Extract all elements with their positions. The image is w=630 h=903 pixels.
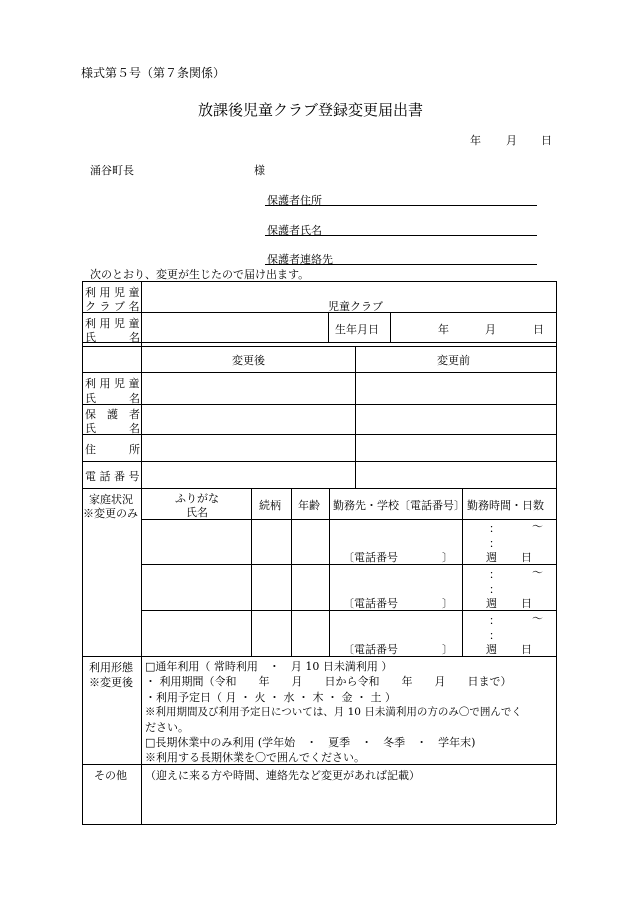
- dob-day: 日: [533, 323, 544, 336]
- family-row-2-relation-field[interactable]: [253, 566, 289, 608]
- change-guardian-before-field[interactable]: [357, 406, 554, 432]
- club-name-suffix: 児童クラブ: [328, 300, 383, 313]
- change-phone-label: 電 話 番 号: [85, 470, 140, 483]
- family-row-2-week: 週: [486, 597, 497, 610]
- other-field[interactable]: [143, 782, 554, 822]
- family-header-age: 年齢: [298, 499, 320, 512]
- family-row-3-age-field[interactable]: [293, 612, 327, 654]
- guardian-name-line[interactable]: [265, 235, 537, 236]
- family-row-2-name-field[interactable]: [143, 566, 249, 608]
- family-row-2-age-field[interactable]: [293, 566, 327, 608]
- date-year: 年: [470, 134, 481, 147]
- family-row-3-name-field[interactable]: [143, 612, 249, 654]
- family-row-3-week: 週: [486, 643, 497, 656]
- family-header-hours: 勤務時間・日数: [467, 499, 544, 512]
- change-address-before-field[interactable]: [357, 436, 554, 459]
- child-label-2: 氏 名: [85, 331, 140, 344]
- club-label-2: ク ラ ブ 名: [85, 300, 140, 313]
- family-row-1-tilde: ～: [532, 520, 543, 533]
- family-row-2-day: 日: [521, 597, 532, 610]
- family-row-2-phone: 〔電話番号 〕: [343, 597, 453, 610]
- change-phone-after-field[interactable]: [143, 463, 353, 486]
- family-row-1-relation-field[interactable]: [253, 521, 289, 562]
- change-guardian-after-field[interactable]: [143, 406, 353, 432]
- family-row-1-colon-1: ：: [489, 522, 500, 535]
- family-row-2-colon-1: ：: [489, 568, 500, 581]
- family-row-3-colon-2: ：: [489, 629, 500, 642]
- change-child-label-2: 氏 名: [85, 392, 140, 405]
- family-row-1-week: 週: [486, 551, 497, 564]
- change-address-after-field[interactable]: [143, 436, 353, 459]
- addressee-honorific: 様: [254, 164, 265, 177]
- form-number: 様式第５号（第７条関係）: [81, 66, 226, 80]
- header-after: 変更後: [232, 354, 265, 367]
- change-guardian-label-1: 保 護 者: [85, 408, 140, 421]
- usage-line-6[interactable]: □長期休業中のみ利用 (学年始 ・ 夏季 ・ 冬季 ・ 学年末): [145, 736, 476, 749]
- family-row-3-relation-field[interactable]: [253, 612, 289, 654]
- guardian-name-label: 保護者氏名: [267, 224, 322, 237]
- dob-year: 年: [438, 323, 449, 336]
- usage-line-7: ※利用する長期休業を〇で囲んでください。: [145, 751, 365, 764]
- dob-month: 月: [485, 323, 496, 336]
- date-day: 日: [541, 134, 552, 147]
- family-row-3-colon-1: ：: [489, 614, 500, 627]
- dob-label: 生年月日: [335, 323, 379, 336]
- family-row-1-phone: 〔電話番号 〕: [343, 551, 453, 564]
- guardian-address-label: 保護者住所: [267, 194, 322, 207]
- other-label: その他: [94, 769, 127, 782]
- family-row-1-day: 日: [521, 551, 532, 564]
- club-label-1: 利 用 児 童: [85, 286, 140, 299]
- header-before: 変更前: [437, 354, 470, 367]
- addressee-name: 涌谷町長: [90, 164, 134, 177]
- family-row-1-age-field[interactable]: [293, 521, 327, 562]
- child-label-1: 利 用 児 童: [85, 317, 140, 330]
- other-note: （迎えに来る方や時間、連絡先など変更があれば記載）: [145, 769, 420, 782]
- usage-line-1[interactable]: □通年利用（ 常時利用 ・ 月 10 日未満利用 ）: [145, 660, 393, 673]
- family-row-1-name-field[interactable]: [143, 521, 249, 562]
- change-phone-before-field[interactable]: [357, 463, 554, 486]
- usage-line-2: ・ 利用期間（令和 年 月 日から令和 年 月 日まで）: [145, 675, 512, 688]
- family-header-relation: 続柄: [259, 499, 281, 512]
- guardian-address-line[interactable]: [265, 205, 537, 206]
- change-child-before-field[interactable]: [357, 374, 554, 402]
- intro-text: 次のとおり、変更が生じたので届け出ます。: [90, 268, 310, 281]
- change-child-after-field[interactable]: [143, 374, 353, 402]
- family-label-1: 家庭状況: [89, 493, 133, 506]
- usage-line-5: ださい。: [145, 721, 189, 734]
- family-row-3-day: 日: [521, 643, 532, 656]
- family-header-furigana: ふりがな: [175, 492, 219, 505]
- family-row-1-colon-2: ：: [489, 537, 500, 550]
- guardian-contact-line[interactable]: [265, 264, 537, 265]
- family-header-work: 勤務先・学校〔電話番号〕: [333, 499, 465, 512]
- usage-line-4: ※利用期間及び利用予定日については、月 10 日未満利用の方のみ〇で囲んでく: [145, 706, 522, 718]
- change-guardian-label-2: 氏 名: [85, 422, 140, 435]
- club-name-field[interactable]: [143, 283, 323, 311]
- family-row-3-phone: 〔電話番号 〕: [343, 643, 453, 656]
- child-name-field[interactable]: [143, 314, 326, 341]
- family-header-name: 氏名: [186, 506, 208, 519]
- date-month: 月: [506, 134, 517, 147]
- family-row-2-tilde: ～: [532, 566, 543, 579]
- page-title: 放課後児童クラブ登録変更届出書: [198, 101, 424, 119]
- change-address-label: 住 所: [85, 443, 140, 456]
- change-child-label-1: 利 用 児 童: [85, 377, 140, 390]
- family-row-2-colon-2: ：: [489, 583, 500, 596]
- usage-label-1: 利用形態: [89, 661, 133, 674]
- family-row-3-tilde: ～: [532, 612, 543, 625]
- family-label-2: ※変更のみ: [83, 507, 138, 520]
- usage-label-2: ※変更後: [89, 676, 133, 689]
- usage-line-3: ・利用予定日（ 月 ・ 火 ・ 水 ・ 木 ・ 金 ・ 土 ）: [145, 691, 396, 704]
- guardian-contact-label: 保護者連絡先: [267, 253, 333, 266]
